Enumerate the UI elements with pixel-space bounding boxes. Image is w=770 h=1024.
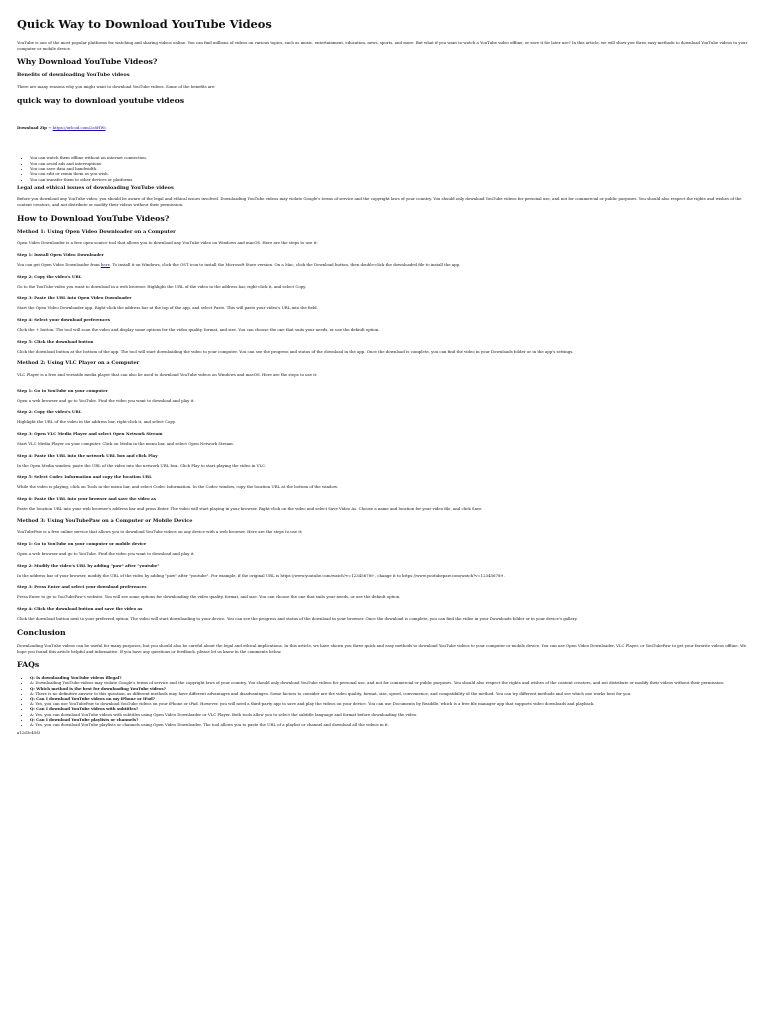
step-heading: Step 1: Install Open Video Downloader xyxy=(17,251,104,257)
faq-list xyxy=(17,675,753,727)
list-item: • You can watch them offline without an internet connection. xyxy=(30,155,753,160)
here-link[interactable]: here xyxy=(100,261,110,267)
method-2-intro: VLC Player is a free and versatile media player that can also be used to download YouTube videos on Windows and macOS. Here are the steps to use it: xyxy=(17,371,318,377)
faq-question: • Q: Which method is the best for downloading YouTube videos? xyxy=(30,686,753,691)
section-heading-how: How to Download YouTube Videos? xyxy=(17,213,170,223)
method-1-intro: Open Video Downloader is a free open source tool that allows you to download any YouTube video on Windows and macOS. Here are the steps to use it: xyxy=(17,240,318,246)
step-heading: Step 3: Open VLC Media Player and select Open Network Stream xyxy=(17,431,163,437)
step-heading: Step 5: Select Codec Information and copy the location URL xyxy=(17,474,152,480)
legal-heading: Legal and ethical issues of downloading YouTube videos xyxy=(17,184,174,191)
faqs-heading: FAQs xyxy=(17,660,40,670)
step-text: Start the Open Video Downloader app. Right-click the address bar at the top of the app, and select Paste. This will paste your video's URL into the field. xyxy=(17,305,318,311)
step-text: You can get Open Video Downloader from here. To install it on Windows, click the OST icon to install the Microsoft Store version. On a Mac, click the Download button, then double-click the downloaded file to install the app. xyxy=(17,261,461,267)
step-heading: Step 5: Click the download button xyxy=(17,338,94,344)
faq-question: • Q: Can I download YouTube videos with subtitles? xyxy=(30,706,753,711)
footer-id: a12d3c45f3 xyxy=(17,730,41,736)
quick-way-heading: quick way to download youtube videos xyxy=(17,95,185,105)
step-text: In the address bar of your browser, modify the URL of the video by adding "paw" after "youtube". For example, if the original URL is https://www.youtube.com/watch?v=123456789 , change it to https://www.youtubepaw.com/watch?v=123456789 . xyxy=(17,572,506,578)
step-heading: Step 4: Select your download preferences xyxy=(17,317,110,323)
page-title: Quick Way to Download YouTube Videos xyxy=(17,17,272,31)
step-text: In the Open Media window, paste the URL of the video into the network URL box. Click Play to start playing the video in VLC. xyxy=(17,462,267,468)
step-text: Highlight the URL of the video in the address bar, right-click it, and select Copy. xyxy=(17,419,176,425)
step-heading: Step 3: Paste the URL into Open Video Downloader xyxy=(17,295,132,301)
step-heading: Step 2: Modify the video's URL by adding "paw" after "youtube" xyxy=(17,562,160,568)
step-heading: Step 2: Copy the video's URL xyxy=(17,409,82,415)
method-1-heading: Method 1: Using Open Video Downloader on a Computer xyxy=(17,228,176,235)
step-text: Click the + button. The tool will scan the video and display some options for the video quality, format, and size. You can choose the one that suits your needs, or use the default option. xyxy=(17,327,380,333)
step-text: Click the download button at the bottom of the app. The tool will start downloading the video to your computer. You can see the progress and status of the download in the app. Once the download is complete, you can find the video in your Downloads folder or in the app's settings. xyxy=(17,348,574,354)
step-text: Paste the location URL into your web browser's address bar and press Enter. The video will start playing in your browser. Right-click on the video and select Save Video As. Choose a name and location for your video file, and click Save. xyxy=(17,506,483,512)
faq-answer: • A: Downloading YouTube videos may violate Google's terms of service and the copyright laws of your country. You should only download YouTube videos for personal use, and not for commercial or public purposes. You should also respect the rights and wishes of the content creators, and not distribute or modify their videos without their permission. xyxy=(30,680,753,685)
faq-answer: • A: Yes, you can download YouTube videos with subtitles using Open Video Downloader or VLC Player. Both tools allow you to select the subtitle language and format before downloading the video. xyxy=(30,712,753,717)
conclusion-text: Downloading YouTube videos can be useful for many purposes, but you should also be careful about the legal and ethical implications. In this article, we have shown you three quick and easy methods to download YouTube videos to your computer or mobile device. You can use Open Video Downloader, VLC Player, or YouTubePaw to get your favorite videos offline. We hope you found this article helpful and informative. If you have any questions or feedback, please let us know in the comments below. xyxy=(17,642,747,654)
method-3-heading: Method 3: Using YouTubePaw on a Computer or Mobile Device xyxy=(17,517,193,524)
step-text: While the video is playing, click on Tools in the menu bar, and select Codec Information. In the Codec window, copy the location URL at the bottom of the window. xyxy=(17,484,338,490)
step-heading: Step 2: Copy the video's URL xyxy=(17,273,82,279)
faq-answer: • A: Yes, you can use YouTubePaw to download YouTube videos on your iPhone or iPad. However, you will need a third-party app to save and play the videos on your device. You can use Documents by Readdle, which is a free file manager app that supports video downloads and playback. xyxy=(30,701,753,706)
faq-question: • Q: Can I download YouTube playlists or channels? xyxy=(30,717,753,722)
step-heading: Step 1: Go to YouTube on your computer or mobile device xyxy=(17,541,147,547)
download-zip-label: Download Zip xyxy=(17,124,47,130)
list-item: • You can save data and bandwidth. xyxy=(30,166,753,171)
conclusion-heading: Conclusion xyxy=(17,627,66,637)
arrow-icon: → xyxy=(48,124,52,130)
faq-question: • Q: Can I download YouTube videos on my iPhone or iPad? xyxy=(30,696,753,701)
step-text: Click the download button next to your preferred option. The video will start downloading to your device. You can see the progress and status of the download in your browser. Once the download is complete, you can find the video in your Downloads folder or in your device's gallery. xyxy=(17,616,578,622)
method-3-intro: YouTubePaw is a free online service that allows you to download YouTube videos on any device with a web browser. Here are the steps to use it: xyxy=(17,529,303,535)
step-text: Press Enter to go to YouTubePaw's website. You will see some options for downloading the video quality, format, and size. You can choose the one that suits your needs, or use the default option. xyxy=(17,594,401,600)
benefits-list xyxy=(17,155,753,181)
faq-answer: • A: Yes, you can download YouTube playlists or channels using Open Video Downloader. The tool allows you to paste the URL of a playlist or channel and download all the videos in it. xyxy=(30,722,753,727)
download-zip-line xyxy=(17,125,753,131)
benefits-heading: Benefits of downloading YouTube videos xyxy=(17,72,130,79)
section-heading-why: Why Download YouTube Videos? xyxy=(17,57,158,67)
step-heading: Step 3: Press Enter and select your download preferences xyxy=(17,584,147,590)
step-text: Go to the YouTube video you want to download in a web browser. Highlight the URL of the video in the address bar, right-click it, and select Copy. xyxy=(17,283,307,289)
step-text: Open a web browser and go to YouTube. Find the video you want to download and play it. xyxy=(17,551,195,557)
step-text: Open a web browser and go to YouTube. Find the video you want to download and play it. xyxy=(17,397,195,403)
list-item: • You can transfer them to other devices or platforms. xyxy=(30,177,753,182)
step-text: Start VLC Media Player on your computer. Click on Media in the menu bar, and select Open Network Stream. xyxy=(17,441,234,447)
step-heading: Step 4: Paste the URL into the network URL box and click Play xyxy=(17,452,158,458)
step-heading: Step 6: Paste the URL into your browser and save the video as xyxy=(17,496,156,502)
list-item: • You can avoid ads and interruptions. xyxy=(30,161,753,166)
list-item: • You can edit or remix them as you wish. xyxy=(30,171,753,176)
step-heading: Step 4: Click the download button and save the video as xyxy=(17,606,143,612)
download-zip-link[interactable]: https://urlcod.com/2s8HWi xyxy=(52,124,106,130)
faq-answer: • A: There is no definitive answer to this question, as different methods may have different advantages and disadvantages. Some factors to consider are the video quality, format, size, speed, convenience, and compatibility of the method. You can try different methods and see which one works best for you. xyxy=(30,691,753,696)
benefits-text: There are many reasons why you might want to download YouTube videos. Some of the benefits are: xyxy=(17,83,216,89)
method-2-heading: Method 2: Using VLC Player on a Computer xyxy=(17,360,140,367)
legal-text: Before you download any YouTube video, you should be aware of the legal and ethical issues involved. Downloading YouTube videos may violate Google's terms of service and the copyright laws of your country. You should only download YouTube videos for personal use, and not for commercial or public purposes. You should also respect the rights and wishes of the content creators, and not distribute or modify their videos without their permission. xyxy=(17,196,742,207)
intro-paragraph: YouTube is one of the most popular platforms for watching and sharing videos online. You can find millions of videos on various topics, such as music, entertainment, education, news, sports, and more. But what if you want to watch a YouTube video offline, or save it for later use? In this article, we will show you three easy methods to download YouTube videos to your computer or mobile device. xyxy=(17,40,748,51)
step-heading: Step 1: Go to YouTube on your computer xyxy=(17,387,108,393)
faq-question: • Q: Is downloading YouTube videos illegal? xyxy=(30,675,753,680)
